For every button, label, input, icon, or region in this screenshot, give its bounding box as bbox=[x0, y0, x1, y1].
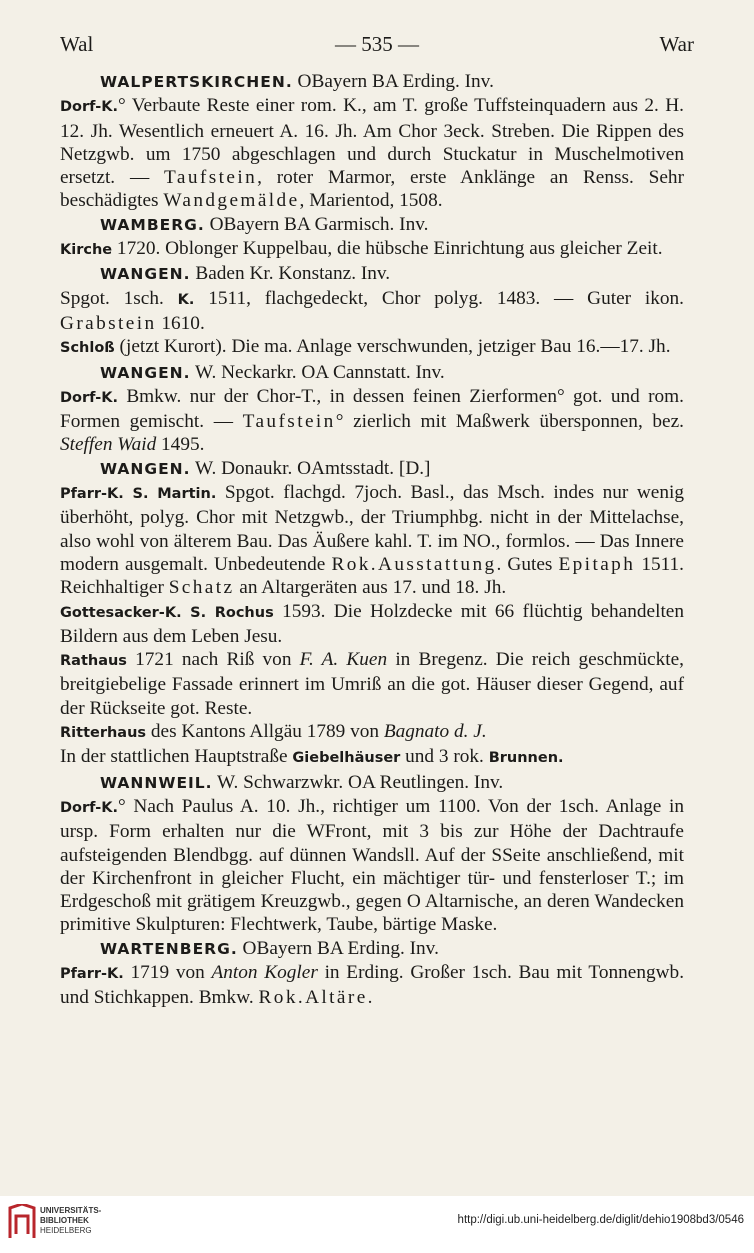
place-name: WALPERTSKIRCHEN. bbox=[100, 73, 293, 91]
library-name bbox=[40, 1206, 101, 1236]
entry-text-run: an Altargeräten aus 17. und 18. Jh. bbox=[234, 577, 507, 599]
source-url[interactable]: http://digi.ub.uni-heidelberg.de/diglit/dehio1908bd3/0546 bbox=[457, 1214, 744, 1226]
page-number: — 535 — bbox=[335, 32, 419, 56]
object-heading: Dorf-K. bbox=[60, 799, 118, 816]
place-name: WANGEN. bbox=[100, 265, 191, 284]
region: OBayern BA Erding. Inv. bbox=[292, 71, 494, 92]
entry-text-run: in Erding. Großer 1sch. Bau mit Tonnengwb. und Stichkappen. Bmkw. bbox=[60, 961, 685, 1009]
object-heading: Ritterhaus bbox=[60, 725, 147, 742]
place-name: WAMBERG. bbox=[100, 215, 205, 234]
spaced-term: Taufstein bbox=[164, 167, 258, 189]
object-heading: Dorf-K. bbox=[60, 99, 118, 116]
entry-text-run: in Bregenz. Die reich geschmückte, breitgiebelige Fassade erinnert im Umriß an die got. Häuser dieser Gegend, auf der Rückseite got. Reste. bbox=[60, 649, 684, 719]
region: W. Neckarkr. OA Cannstatt. Inv. bbox=[190, 361, 445, 383]
entry-text bbox=[60, 648, 684, 720]
library-name-line: UNIVERSITÄTS- bbox=[40, 1206, 102, 1215]
entry-text-run: 1721 nach Riß von bbox=[126, 649, 300, 671]
place-name: WANGEN. bbox=[100, 363, 191, 382]
entry-text-run: ° Verbaute Reste einer rom. K., am T. große Tuffsteinquadern aus 2. H. 12. Jh. Wesentlich erneuert A. 16. Jh. Am Chor 3eck. Streben. Die Rippen des Netzgwb. um 1750 abgeschlagen und durch Stuckatur in Muschelmotiven ersetzt. — bbox=[60, 95, 684, 189]
object-heading: Pfarr-K. bbox=[60, 965, 124, 982]
entry-text-run: , roter Marmor, erste Anklänge an Renss. Sehr beschädigtes bbox=[60, 167, 684, 212]
entry-text bbox=[60, 795, 684, 937]
entry-text-run: 1511, flachgedeckt, Chor polyg. 1483. — Guter ikon. bbox=[194, 287, 684, 309]
region: OBayern BA Garmisch. Inv. bbox=[204, 213, 429, 235]
object-heading: Kirche bbox=[60, 242, 113, 259]
entry-text bbox=[60, 745, 684, 770]
place-name: WANNWEIL. bbox=[100, 773, 213, 792]
entry-text bbox=[60, 600, 684, 649]
entry-walpertskirchen bbox=[60, 70, 684, 94]
entry-text-run: und 3 rok. bbox=[400, 746, 489, 768]
entry-wannweil bbox=[60, 771, 684, 795]
entry-wamberg bbox=[60, 213, 684, 237]
spaced-term: Rok.Altäre bbox=[258, 987, 368, 1009]
spaced-term: Schatz bbox=[168, 577, 235, 599]
entry-text-run: (jetzt Kurort). Die ma. Anlage verschwunden, jetziger Bau 16.—17. Jh. bbox=[114, 336, 671, 358]
entry-text bbox=[60, 287, 684, 336]
entry-text-run: 1495. bbox=[156, 434, 205, 456]
entry-text-run: . bbox=[367, 987, 373, 1009]
region: W. Schwarzwkr. OA Reutlingen. Inv. bbox=[212, 771, 504, 793]
place-name: WARTENBERG. bbox=[100, 939, 238, 958]
entry-text bbox=[60, 720, 684, 745]
entry-text-run: 1719 von bbox=[123, 961, 212, 983]
entry-text-run: 1511. Reichhaltiger bbox=[60, 553, 684, 599]
object-heading: K. bbox=[177, 291, 195, 308]
object-heading: Schloß bbox=[60, 340, 115, 357]
place-name: WANGEN. bbox=[100, 459, 191, 478]
object-heading: Dorf-K. bbox=[60, 389, 118, 406]
page-body bbox=[60, 70, 684, 1010]
entry-text bbox=[60, 94, 684, 212]
artist-name: Bagnato d. J. bbox=[383, 721, 487, 743]
entry-wangen-donaukreis bbox=[60, 457, 684, 481]
library-name-line: BIBLIOTHEK bbox=[40, 1216, 89, 1225]
entry-text-run: Spgot. flachgd. 7joch. Basl., das Msch. indes nur wenig überhöht, polyg. Chor mit Netzgwb., der Triumphbg. nicht in der Mittelachse, also wohl von älterem Bau. Das Äußere kahl. T. im NO., formlos. — Das Innere modern ausgemalt. Unbedeutende bbox=[60, 482, 684, 575]
object-heading: Rathaus bbox=[60, 653, 127, 670]
spaced-term: Rok.Ausstattung bbox=[331, 553, 497, 575]
object-heading: Brunnen. bbox=[488, 750, 564, 767]
object-heading: Gottesacker-K. S. Rochus bbox=[60, 604, 274, 621]
artist-name: F. A. Kuen bbox=[299, 649, 388, 671]
entry-text-run: des Kantons Allgäu 1789 von bbox=[146, 721, 384, 743]
entry-text-run: 1593. Die Holzdecke mit 66 flüchtig behandelten Bildern aus dem Leben Jesu. bbox=[60, 600, 684, 647]
region: Baden Kr. Konstanz. Inv. bbox=[190, 263, 391, 285]
spaced-term: Wandgemälde bbox=[163, 190, 300, 212]
digitization-footer bbox=[0, 1196, 754, 1253]
entry-wangen-neckarkreis bbox=[60, 361, 684, 385]
spaced-term: Grabstein bbox=[60, 312, 157, 334]
spaced-term: Epitaph bbox=[558, 553, 636, 575]
entry-text-run: . Gutes bbox=[496, 553, 559, 575]
object-heading: Pfarr-K. S. Martin. bbox=[60, 486, 217, 503]
entry-text bbox=[60, 481, 684, 599]
spaced-term: Taufstein bbox=[242, 411, 336, 433]
running-header bbox=[60, 32, 694, 62]
entry-text-run: 1720. Oblonger Kuppelbau, die hübsche Einrichtung aus gleicher Zeit. bbox=[112, 238, 663, 260]
entry-wangen-baden bbox=[60, 262, 684, 286]
entry-text-run: Bmkw. nur der Chor-T., in dessen feinen Zierformen° got. und rom. Formen gemischt. — bbox=[60, 385, 684, 433]
entry-text-run: ° Nach Paulus A. 10. Jh., richtiger um 1100. Von der 1sch. Anlage in ursp. Form erhalten nur die WFront, mit 3 bis zur Höhe der Dachtraufe aufsteigenden Blendbgg. auf dünnen Wandsll. Auf der SSeite anschließend, mit der Kirchenfront in gleicher Flucht, ein mächtiger tür- und fensterloser T.; im Erdgeschoß mit grätigem Kreuzgwb., gegen O Altarnische, an deren Wandecken primitive Skulpturen: Flechtwerk, Taube, bärtige Maske. bbox=[60, 795, 684, 936]
region: W. Donaukr. OAmtsstadt. [D.] bbox=[190, 457, 431, 479]
entry-text-run: In der stattlichen Hauptstraße bbox=[60, 746, 293, 768]
artist-name: Anton Kogler bbox=[211, 961, 318, 983]
entry-text-run: Spgot. 1sch. bbox=[60, 287, 178, 309]
entry-text bbox=[60, 961, 684, 1010]
artist-name: Steffen Waid bbox=[60, 434, 157, 456]
entry-text-run: ° zierlich mit Maßwerk übersponnen, bez. bbox=[335, 411, 684, 433]
object-heading: Giebelhäuser bbox=[292, 750, 401, 767]
library-logo-icon bbox=[6, 1204, 38, 1240]
region: OBayern BA Erding. Inv. bbox=[237, 937, 439, 959]
header-right-keyword: War bbox=[659, 32, 694, 56]
entry-text bbox=[60, 335, 684, 360]
entry-text-run: 1610. bbox=[156, 312, 205, 334]
entry-wartenberg bbox=[60, 937, 684, 961]
entry-text-run: , Marientod, 1508. bbox=[299, 190, 443, 212]
library-name-line: HEIDELBERG bbox=[40, 1226, 92, 1235]
header-left-keyword: Wal bbox=[60, 32, 94, 56]
entry-text bbox=[60, 385, 684, 457]
entry-text bbox=[60, 237, 684, 262]
